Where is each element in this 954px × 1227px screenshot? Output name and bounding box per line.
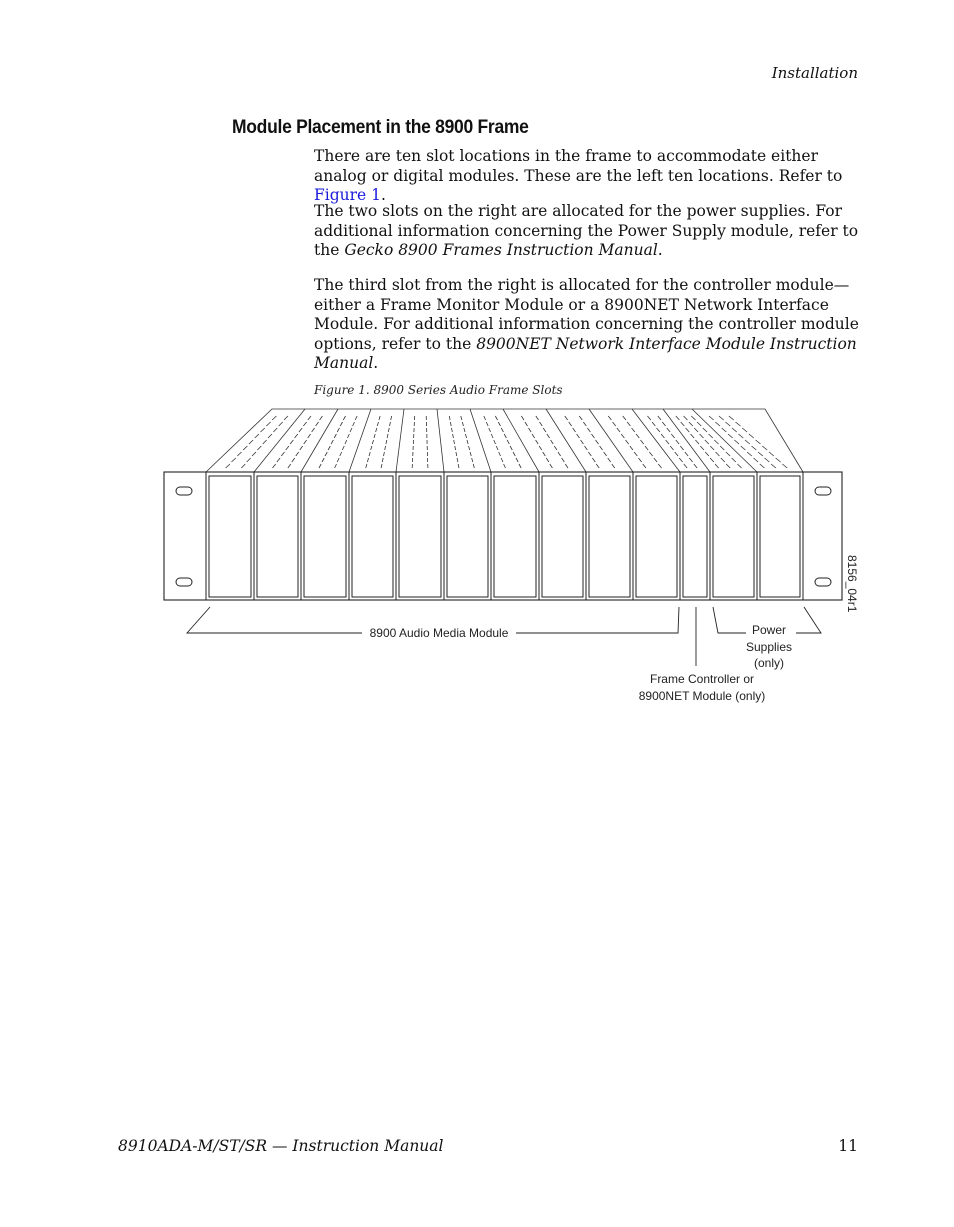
power-supplies-label-2: Supplies (745, 640, 793, 654)
module-slot (399, 476, 441, 597)
vent-slot (379, 416, 380, 420)
vent-slot (736, 422, 741, 426)
frame-outline (164, 472, 842, 600)
section-title: Module Placement in the 8900 Frame (232, 117, 529, 138)
controller-label-1: Frame Controller or (649, 672, 755, 686)
vent-slot (728, 434, 733, 438)
vent-slot (715, 422, 720, 426)
vent-slot (640, 440, 643, 444)
vent-slot (279, 422, 283, 426)
vent-slot (613, 422, 616, 426)
vent-slot (355, 416, 357, 420)
vent-slot (450, 422, 451, 426)
vent-slot (334, 434, 336, 438)
drawing-id: 8156_04r1 (845, 555, 859, 613)
vent-slot (304, 440, 307, 444)
vent-slot (295, 434, 298, 438)
vent-slot (449, 416, 450, 420)
module-slot (542, 476, 583, 597)
vent-slot (676, 416, 680, 420)
vent-slot (638, 458, 641, 462)
vent-slot (634, 452, 637, 456)
frame-slots-figure (150, 400, 870, 710)
vent-slot (501, 458, 503, 462)
frame-body (164, 472, 842, 600)
power-supplies-label-3: (only) (753, 656, 785, 670)
vent-slot (308, 434, 311, 438)
vent-slot (390, 422, 391, 426)
vent-slot (604, 452, 607, 456)
vent-slot (457, 458, 458, 462)
vent-slot (292, 458, 295, 462)
vent-slot (391, 416, 392, 420)
vent-slot (662, 422, 665, 426)
vent-slot (320, 416, 323, 420)
vent-slot (473, 464, 474, 468)
vent-slot (347, 434, 349, 438)
vent-slot (372, 440, 373, 444)
vent-slot (745, 440, 750, 444)
vent-slot (469, 446, 470, 450)
vent-slot (286, 446, 289, 450)
manual-reference: Gecko 8900 Frames Instruction Manual (344, 241, 658, 259)
vent-slot (732, 428, 737, 432)
audio-module-bracket-right (516, 607, 679, 633)
vent-slot (303, 422, 306, 426)
mounting-hole (176, 487, 192, 495)
module-slot (636, 476, 677, 597)
vent-slot (454, 440, 455, 444)
vent-slot (680, 446, 683, 450)
vent-slot (465, 434, 466, 438)
vent-slot (461, 416, 462, 420)
vent-slot (765, 458, 770, 462)
vent-slot (722, 428, 727, 432)
vent-slot (686, 428, 690, 432)
vent-slot (546, 458, 549, 462)
vent-slot (345, 440, 347, 444)
vent-slot (747, 452, 752, 456)
vent-slot (726, 452, 730, 456)
vent-slot (273, 428, 277, 432)
vent-slot (691, 416, 695, 420)
vent-slot (581, 440, 584, 444)
vent-slot (277, 458, 280, 462)
vent-slot (455, 446, 456, 450)
vent-slot (516, 458, 518, 462)
vent-slot (679, 458, 682, 462)
power-bracket-right (796, 607, 821, 633)
vent-slot (591, 434, 594, 438)
module-slot (352, 476, 393, 597)
vent-slot (769, 452, 774, 456)
module-slot (683, 476, 707, 597)
vent-slot (255, 434, 259, 438)
vent-slot (491, 434, 493, 438)
vent-slot (507, 440, 509, 444)
module-slot (304, 476, 346, 597)
vent-slot (335, 464, 337, 468)
vent-slot (350, 428, 352, 432)
vent-slot (472, 458, 473, 462)
paragraph-controller-module (314, 276, 860, 374)
vent-slot (716, 452, 720, 456)
vent-slot (513, 452, 515, 456)
vent-slot (647, 416, 650, 420)
paragraph-slot-locations (314, 147, 860, 206)
vent-slot (231, 458, 235, 462)
paragraph-text: . (381, 186, 386, 204)
vent-slot (510, 446, 512, 450)
vent-slot (592, 458, 595, 462)
vent-slot (374, 434, 375, 438)
vent-slot (489, 428, 491, 432)
vent-slot (645, 446, 648, 450)
vent-slot (543, 428, 546, 432)
vent-slot (752, 446, 757, 450)
vent-slot (782, 464, 787, 468)
vent-slot (484, 416, 486, 420)
vent-slot (654, 458, 657, 462)
vent-slot (261, 428, 265, 432)
vent-slot (569, 422, 572, 426)
vent-slot (385, 446, 386, 450)
module-slot (760, 476, 800, 597)
vent-slot (528, 428, 531, 432)
vent-slot (284, 416, 288, 420)
vent-slot (694, 464, 697, 468)
vent-slot (464, 428, 465, 432)
figure-caption: Figure 1. 8900 Series Audio Frame Slots (314, 383, 563, 397)
audio-module-bracket-left (187, 607, 362, 633)
vent-slot (519, 464, 521, 468)
vent-slot (709, 434, 713, 438)
vent-slot (710, 458, 714, 462)
vent-slot (771, 464, 776, 468)
module-slot (257, 476, 298, 597)
vent-slot (675, 452, 678, 456)
vent-slot (697, 422, 701, 426)
vent-slot (263, 440, 267, 444)
vent-slot (353, 422, 355, 426)
vent-slot (749, 434, 754, 438)
vent-slot (676, 440, 679, 444)
vent-slot (695, 440, 699, 444)
vent-slot (652, 422, 655, 426)
vent-slot (554, 446, 557, 450)
vent-slot (249, 440, 253, 444)
vent-slot (453, 434, 454, 438)
vent-slot (296, 452, 299, 456)
vent-slot (316, 422, 319, 426)
vent-slot (608, 416, 611, 420)
vent-slot (700, 446, 704, 450)
mounting-hole (176, 578, 192, 586)
vent-slot (382, 458, 383, 462)
vent-slot (540, 422, 543, 426)
vent-slot (462, 422, 463, 426)
vent-slot (617, 428, 620, 432)
vent-slot (632, 428, 635, 432)
vent-slot (322, 458, 324, 462)
vent-slot (689, 422, 693, 426)
vent-slot (732, 458, 736, 462)
paragraph-text: There are ten slot locations in the frame to accommodate either analog or digital modules. These are the left ten locations. Refer to (314, 147, 843, 185)
vent-slot (252, 452, 256, 456)
top-panel-divider (437, 409, 444, 472)
vent-slot (247, 458, 251, 462)
vent-slot (700, 434, 704, 438)
vent-slot (608, 458, 611, 462)
vent-slot (636, 434, 639, 438)
vent-slot (337, 458, 339, 462)
vent-slot (367, 458, 368, 462)
vent-slot (630, 446, 633, 450)
vent-slot (715, 464, 719, 468)
vent-slot (281, 452, 284, 456)
vent-slot (703, 428, 707, 432)
vent-slot (266, 422, 270, 426)
vent-slot (458, 464, 459, 468)
frame-top-vents (206, 409, 803, 472)
vent-slot (742, 428, 747, 432)
vent-slot (691, 434, 695, 438)
top-panel-divider (663, 409, 710, 472)
power-supplies-label-1: Power (751, 623, 787, 637)
vent-slot (300, 446, 303, 450)
vent-slot (456, 452, 457, 456)
vent-slot (689, 458, 692, 462)
vent-slot (667, 428, 670, 432)
vent-slot (670, 446, 673, 450)
vent-slot (498, 422, 500, 426)
running-header: Installation (771, 64, 858, 82)
vent-slot (737, 464, 741, 468)
vent-slot (550, 464, 553, 468)
power-bracket-left (713, 607, 746, 633)
vent-slot (543, 452, 546, 456)
vent-slot (714, 440, 718, 444)
vent-slot (387, 434, 388, 438)
vent-slot (627, 422, 630, 426)
mounting-hole (815, 578, 831, 586)
vent-slot (342, 446, 344, 450)
vent-slot (525, 422, 528, 426)
module-slot (209, 476, 251, 597)
vent-slot (562, 458, 565, 462)
vent-slot (666, 440, 669, 444)
manual-reference: 8900NET Network Interface Module Instruction Manual (314, 334, 857, 372)
vent-slot (319, 464, 321, 468)
vent-slot (649, 452, 652, 456)
vent-slot (486, 422, 488, 426)
vent-slot (684, 464, 687, 468)
vent-slot (371, 446, 372, 450)
vent-slot (340, 452, 342, 456)
vent-slot (376, 428, 377, 432)
top-panel-divider (349, 409, 371, 472)
module-slot (447, 476, 488, 597)
vent-slot (504, 464, 506, 468)
vent-slot (521, 416, 524, 420)
paragraph-power-supplies (314, 202, 860, 261)
vent-slot (499, 452, 501, 456)
vent-slot (369, 452, 370, 456)
vent-slot (272, 416, 276, 420)
vent-slot (658, 416, 661, 420)
vent-slot (536, 440, 539, 444)
footer-manual-title: 8910ADA-M/ST/SR — Instruction Manual (118, 1137, 444, 1155)
vent-slot (625, 440, 628, 444)
vent-slot (579, 416, 582, 420)
vent-slot (643, 464, 646, 468)
vent-slot (584, 446, 587, 450)
vent-slot (496, 446, 498, 450)
vent-slot (290, 440, 293, 444)
vent-slot (596, 464, 599, 468)
vent-slot (684, 416, 688, 420)
vent-slot (308, 416, 311, 420)
vent-slot (565, 464, 568, 468)
module-slot (589, 476, 630, 597)
vent-slot (583, 422, 586, 426)
vent-slot (720, 446, 724, 450)
vent-slot (657, 428, 660, 432)
vent-slot (495, 416, 497, 420)
vent-slot (551, 440, 554, 444)
vent-slot (241, 464, 245, 468)
figure-1-link[interactable]: Figure 1 (314, 186, 381, 204)
vent-slot (734, 440, 739, 444)
vent-slot (328, 446, 330, 450)
frame-top-outline (206, 409, 803, 472)
top-panel-divider (632, 409, 680, 472)
vent-slot (337, 428, 339, 432)
vent-slot (384, 452, 385, 456)
paragraph-text: The two slots on the right are allocated for the power supplies. For additional information concerning the Power Supply module, refer to the (314, 202, 859, 259)
vent-slot (539, 446, 542, 450)
vent-slot (226, 464, 230, 468)
vent-slot (588, 452, 591, 456)
vent-slot (705, 440, 709, 444)
top-panel-divider (503, 409, 539, 472)
vent-slot (719, 416, 724, 420)
vent-slot (738, 434, 743, 438)
vent-slot (729, 416, 734, 420)
vent-slot (685, 452, 688, 456)
vent-slot (381, 464, 382, 468)
vent-slot (741, 446, 746, 450)
vent-slot (532, 434, 535, 438)
frame-slots (209, 472, 803, 600)
vent-slot (268, 434, 272, 438)
vent-slot (600, 446, 603, 450)
vent-slot (272, 464, 275, 468)
vent-slot (709, 416, 714, 420)
vent-slot (504, 434, 506, 438)
top-panel-divider (692, 409, 757, 472)
vent-slot (721, 458, 725, 462)
vent-slot (623, 416, 626, 420)
vent-slot (760, 464, 765, 468)
page-number: 11 (838, 1137, 858, 1155)
paragraph-text: . (373, 354, 379, 372)
vent-slot (388, 428, 389, 432)
vent-slot (547, 434, 550, 438)
vent-slot (331, 440, 333, 444)
vent-slot (366, 464, 367, 468)
vent-slot (470, 452, 471, 456)
vent-slot (681, 422, 685, 426)
vent-slot (710, 446, 714, 450)
vent-slot (756, 440, 761, 444)
vent-slot (694, 428, 698, 432)
vent-slot (705, 452, 709, 456)
vent-slot (288, 464, 291, 468)
module-slot (713, 476, 754, 597)
vent-slot (565, 416, 568, 420)
controller-label-2: 8900NET Module (only) (638, 689, 766, 703)
vent-slot (726, 464, 730, 468)
vent-slot (587, 428, 590, 432)
vent-slot (237, 452, 241, 456)
vent-slot (621, 434, 624, 438)
vent-slot (467, 440, 468, 444)
vent-slot (558, 452, 561, 456)
vent-slot (573, 428, 576, 432)
vent-slot (343, 416, 345, 420)
vent-slot (577, 434, 580, 438)
vent-slot (753, 458, 758, 462)
vent-slot (612, 464, 615, 468)
vent-slot (451, 428, 452, 432)
module-slot (494, 476, 536, 597)
audio-module-label: 8900 Audio Media Module (369, 626, 509, 640)
top-panel-divider (546, 409, 586, 472)
vent-slot (536, 416, 539, 420)
vent-slot (494, 440, 496, 444)
vent-slot (658, 464, 661, 468)
vent-slot (257, 446, 261, 450)
vent-slot (661, 434, 664, 438)
vent-slot (325, 452, 327, 456)
vent-slot (312, 428, 315, 432)
top-panel-divider (470, 409, 491, 472)
paragraph-text: . (657, 241, 663, 259)
vent-slot (243, 446, 247, 450)
vent-slot (671, 434, 674, 438)
vent-slot (340, 422, 342, 426)
vent-slot (725, 422, 730, 426)
vent-slot (776, 458, 781, 462)
vent-slot (762, 446, 767, 450)
top-panel-divider (396, 409, 404, 472)
vent-slot (377, 422, 378, 426)
vent-slot (758, 452, 763, 456)
mounting-hole (815, 487, 831, 495)
paragraph-text: The third slot from the right is allocated for the controller module—either a Frame Monitor Module or a 8900NET Network Interface Module. For additional information concerning the controller module options, refer to the (314, 276, 859, 353)
vent-slot (596, 440, 599, 444)
vent-slot (386, 440, 387, 444)
vent-slot (501, 428, 503, 432)
vent-slot (299, 428, 302, 432)
